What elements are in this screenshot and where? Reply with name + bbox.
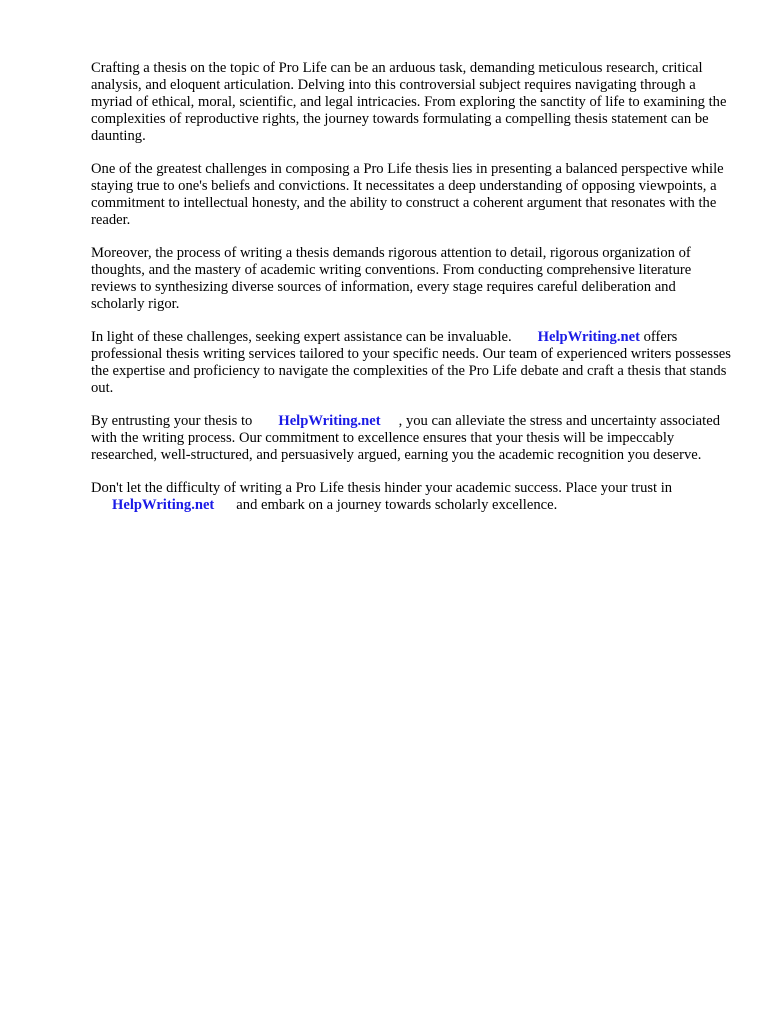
helpwriting-link-2[interactable]: HelpWriting.net bbox=[278, 413, 381, 429]
paragraph-5 bbox=[91, 413, 731, 464]
paragraph-6-text-start: Don't let the difficulty of writing a Pro Life thesis hinder your academic success. Place your trust in bbox=[91, 480, 673, 496]
paragraph-3: Moreover, the process of writing a thesis demands rigorous attention to detail, rigorous organization of thoughts, and the mastery of academic writing conventions. From conducting comprehensive literature reviews to synthesizing diverse sources of information, every stage requires careful deliberation and scholarly rigor. bbox=[91, 245, 692, 312]
paragraph-6-text-end: and embark on a journey towards scholarly excellence. bbox=[236, 497, 558, 513]
paragraph-4 bbox=[91, 329, 731, 397]
helpwriting-link-1[interactable]: HelpWriting.net bbox=[537, 329, 640, 345]
paragraph-6 bbox=[91, 480, 731, 514]
paragraph-1: Crafting a thesis on the topic of Pro Life can be an arduous task, demanding meticulous research, critical analysis, and eloquent articulation. Delving into this controversial subject requires navigating through a myriad of ethical, moral, scientific, and legal intricacies. From exploring the sanctity of life to examining the complexities of reproductive rights, the journey towards formulating a compelling thesis statement can be daunting. bbox=[91, 60, 727, 144]
paragraph-5-text-end: , you can alleviate the stress and uncertainty associated with the writing process. Our commitment to excellence ensures that your thesis will be impeccably researched, well-structured, and persuasively argued, earning you the academic recognition you deserve. bbox=[91, 413, 720, 463]
document-body bbox=[91, 60, 731, 530]
paragraph-2: One of the greatest challenges in composing a Pro Life thesis lies in presenting a balanced perspective while staying true to one's beliefs and convictions. It necessitates a deep understanding of opposing viewpoints, a commitment to intellectual honesty, and the ability to construct a coherent argument that resonates with the reader. bbox=[91, 161, 724, 228]
paragraph-5-text-start: By entrusting your thesis to bbox=[91, 413, 253, 429]
paragraph-4-text-end: offers professional thesis writing services tailored to your specific needs. Our team of experienced writers possesses the expertise and proficiency to navigate the complexities of the Pro Life debate and craft a thesis that stands out. bbox=[91, 329, 731, 396]
helpwriting-link-3[interactable]: HelpWriting.net bbox=[112, 497, 215, 513]
paragraph-4-text-start: In light of these challenges, seeking expert assistance can be invaluable. bbox=[91, 329, 512, 345]
